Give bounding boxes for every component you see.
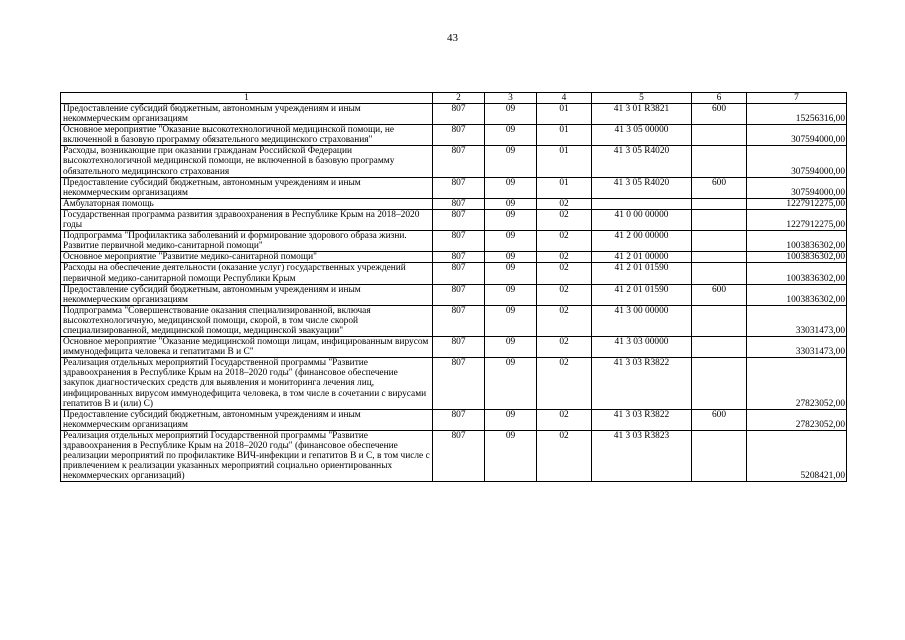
section-code-cell: 09 (485, 263, 537, 284)
section-code-cell: 09 (485, 198, 537, 209)
amount-cell: 27823052,00 (747, 409, 847, 430)
subsection-code-cell: 01 (537, 177, 592, 198)
ministry-code-cell: 807 (433, 231, 485, 252)
budget-table (60, 92, 847, 482)
ministry-code-cell: 807 (433, 104, 485, 125)
ministry-code-cell: 807 (433, 358, 485, 409)
expense-type-cell: 600 (692, 177, 747, 198)
amount-cell: 307594000,00 (747, 146, 847, 177)
subsection-code-cell: 02 (537, 430, 592, 481)
subsection-code-cell: 02 (537, 305, 592, 336)
section-code-cell: 09 (485, 252, 537, 263)
header-cell: 2 (433, 93, 485, 104)
ministry-code-cell: 807 (433, 305, 485, 336)
section-code-cell: 09 (485, 104, 537, 125)
ministry-code-cell: 807 (433, 252, 485, 263)
item-name-cell: Амбулаторная помощь (61, 198, 433, 209)
target-article-cell: 41 3 03 R3823 (592, 430, 692, 481)
target-article-cell (592, 198, 692, 209)
table-row (61, 409, 847, 430)
item-name-cell: Реализация отдельных мероприятий Государственной программы "Развитие здравоохранения в Республике Крым на 2018–2020 годы" (финансовое обеспечение закупок диагностических средств для выявления и мониторинга лечения лиц, инфицированных вирусом иммунодефицита человека, в том числе в сочетании с вирусами гепатитов В и (или) С) (61, 358, 433, 409)
ministry-code-cell: 807 (433, 209, 485, 230)
target-article-cell: 41 3 03 R3822 (592, 358, 692, 409)
item-name-cell: Предоставление субсидий бюджетным, автономным учреждениям и иным некоммерческим организациям (61, 409, 433, 430)
target-article-cell: 41 2 01 00000 (592, 252, 692, 263)
ministry-code-cell: 807 (433, 430, 485, 481)
amount-cell: 27823052,00 (747, 358, 847, 409)
subsection-code-cell: 02 (537, 358, 592, 409)
subsection-code-cell: 02 (537, 252, 592, 263)
subsection-code-cell: 01 (537, 146, 592, 177)
amount-cell: 33031473,00 (747, 305, 847, 336)
section-code-cell: 09 (485, 284, 537, 305)
target-article-cell: 41 3 00 00000 (592, 305, 692, 336)
ministry-code-cell: 807 (433, 125, 485, 146)
amount-cell: 1227912275,00 (747, 209, 847, 230)
expense-type-cell (692, 146, 747, 177)
expense-type-cell (692, 209, 747, 230)
item-name-cell: Основное мероприятие "Развитие медико-санитарной помощи" (61, 252, 433, 263)
table-row (61, 305, 847, 336)
amount-cell: 1003836302,00 (747, 284, 847, 305)
amount-cell: 33031473,00 (747, 337, 847, 358)
target-article-cell: 41 0 00 00000 (592, 209, 692, 230)
target-article-cell: 41 3 05 R4020 (592, 146, 692, 177)
item-name-cell: Государственная программа развития здравоохранения в Республике Крым на 2018–2020 годы (61, 209, 433, 230)
section-code-cell: 09 (485, 146, 537, 177)
section-code-cell: 09 (485, 358, 537, 409)
amount-cell: 1227912275,00 (747, 198, 847, 209)
target-article-cell: 41 3 05 00000 (592, 125, 692, 146)
target-article-cell: 41 3 03 R3822 (592, 409, 692, 430)
ministry-code-cell: 807 (433, 177, 485, 198)
expense-type-cell (692, 305, 747, 336)
subsection-code-cell: 02 (537, 209, 592, 230)
expense-type-cell (692, 125, 747, 146)
section-code-cell: 09 (485, 209, 537, 230)
page-number: 43 (447, 32, 458, 44)
item-name-cell: Предоставление субсидий бюджетным, автономным учреждениям и иным некоммерческим организациям (61, 284, 433, 305)
item-name-cell: Предоставление субсидий бюджетным, автономным учреждениям и иным некоммерческим организациям (61, 104, 433, 125)
expense-type-cell (692, 198, 747, 209)
item-name-cell: Расходы на обеспечение деятельности (оказание услуг) государственных учреждений первичной медико-санитарной помощи Республики Крым (61, 263, 433, 284)
item-name-cell: Подпрограмма "Профилактика заболеваний и формирование здорового образа жизни. Развитие первичной медико-санитарной помощи" (61, 231, 433, 252)
amount-cell: 307594000,00 (747, 125, 847, 146)
ministry-code-cell: 807 (433, 284, 485, 305)
expense-type-cell: 600 (692, 284, 747, 305)
section-code-cell: 09 (485, 430, 537, 481)
table-row (61, 146, 847, 177)
subsection-code-cell: 02 (537, 263, 592, 284)
header-cell: 6 (692, 93, 747, 104)
expense-type-cell: 600 (692, 104, 747, 125)
table-row (61, 198, 847, 209)
header-cell: 4 (537, 93, 592, 104)
section-code-cell: 09 (485, 177, 537, 198)
section-code-cell: 09 (485, 231, 537, 252)
expense-type-cell (692, 252, 747, 263)
subsection-code-cell: 02 (537, 337, 592, 358)
table-row (61, 177, 847, 198)
expense-type-cell (692, 263, 747, 284)
amount-cell: 307594000,00 (747, 177, 847, 198)
section-code-cell: 09 (485, 305, 537, 336)
table-row (61, 125, 847, 146)
expense-type-cell: 600 (692, 409, 747, 430)
subsection-code-cell: 02 (537, 231, 592, 252)
item-name-cell: Реализация отдельных мероприятий Государственной программы "Развитие здравоохранения в Республике Крым на 2018–2020 годы" (финансовое обеспечение реализации мероприятий по профилактике ВИЧ-инфекции и гепатитов В и С, в том числе с привлечением к реализации указанных мероприятий социально ориентированных некоммерческих организаций) (61, 430, 433, 481)
header-row (61, 93, 847, 104)
ministry-code-cell: 807 (433, 146, 485, 177)
header-cell: 7 (747, 93, 847, 104)
table-row (61, 284, 847, 305)
subsection-code-cell: 02 (537, 284, 592, 305)
expense-type-cell (692, 337, 747, 358)
table-row (61, 231, 847, 252)
target-article-cell: 41 2 00 00000 (592, 231, 692, 252)
subsection-code-cell: 01 (537, 104, 592, 125)
table-row (61, 337, 847, 358)
amount-cell: 5208421,00 (747, 430, 847, 481)
subsection-code-cell: 01 (537, 125, 592, 146)
ministry-code-cell: 807 (433, 263, 485, 284)
item-name-cell: Основное мероприятие "Оказание медицинской помощи лицам, инфицированным вирусом иммунодефицита человека и гепатитами В и С" (61, 337, 433, 358)
table-row (61, 263, 847, 284)
table-row (61, 209, 847, 230)
target-article-cell: 41 2 01 01590 (592, 263, 692, 284)
table-row (61, 252, 847, 263)
item-name-cell: Расходы, возникающие при оказании гражданам Российской Федерации высокотехнологичной медицинской помощи, не включенной в базовую программу обязательного медицинского страхования (61, 146, 433, 177)
section-code-cell: 09 (485, 125, 537, 146)
expense-type-cell (692, 358, 747, 409)
target-article-cell: 41 2 01 01590 (592, 284, 692, 305)
header-cell: 3 (485, 93, 537, 104)
table-row (61, 104, 847, 125)
ministry-code-cell: 807 (433, 409, 485, 430)
amount-cell: 1003836302,00 (747, 231, 847, 252)
ministry-code-cell: 807 (433, 337, 485, 358)
expense-type-cell (692, 430, 747, 481)
subsection-code-cell: 02 (537, 198, 592, 209)
target-article-cell: 41 3 05 R4020 (592, 177, 692, 198)
item-name-cell: Подпрограмма "Совершенствование оказания специализированной, включая высокотехнологичную, медицинской помощи, скорой, в том числе скорой специализированной, медицинской помощи, медицинской эвакуации" (61, 305, 433, 336)
table-row (61, 358, 847, 409)
item-name-cell: Предоставление субсидий бюджетным, автономным учреждениям и иным некоммерческим организациям (61, 177, 433, 198)
expense-type-cell (692, 231, 747, 252)
header-cell: 5 (592, 93, 692, 104)
header-cell: 1 (61, 93, 433, 104)
subsection-code-cell: 02 (537, 409, 592, 430)
amount-cell: 1003836302,00 (747, 263, 847, 284)
table-row (61, 430, 847, 481)
section-code-cell: 09 (485, 337, 537, 358)
ministry-code-cell: 807 (433, 198, 485, 209)
amount-cell: 15256316,00 (747, 104, 847, 125)
item-name-cell: Основное мероприятие "Оказание высокотехнологичной медицинской помощи, не включенной в базовую программу обязательного медицинского страхования" (61, 125, 433, 146)
section-code-cell: 09 (485, 409, 537, 430)
amount-cell: 1003836302,00 (747, 252, 847, 263)
target-article-cell: 41 3 01 R3821 (592, 104, 692, 125)
target-article-cell: 41 3 03 00000 (592, 337, 692, 358)
